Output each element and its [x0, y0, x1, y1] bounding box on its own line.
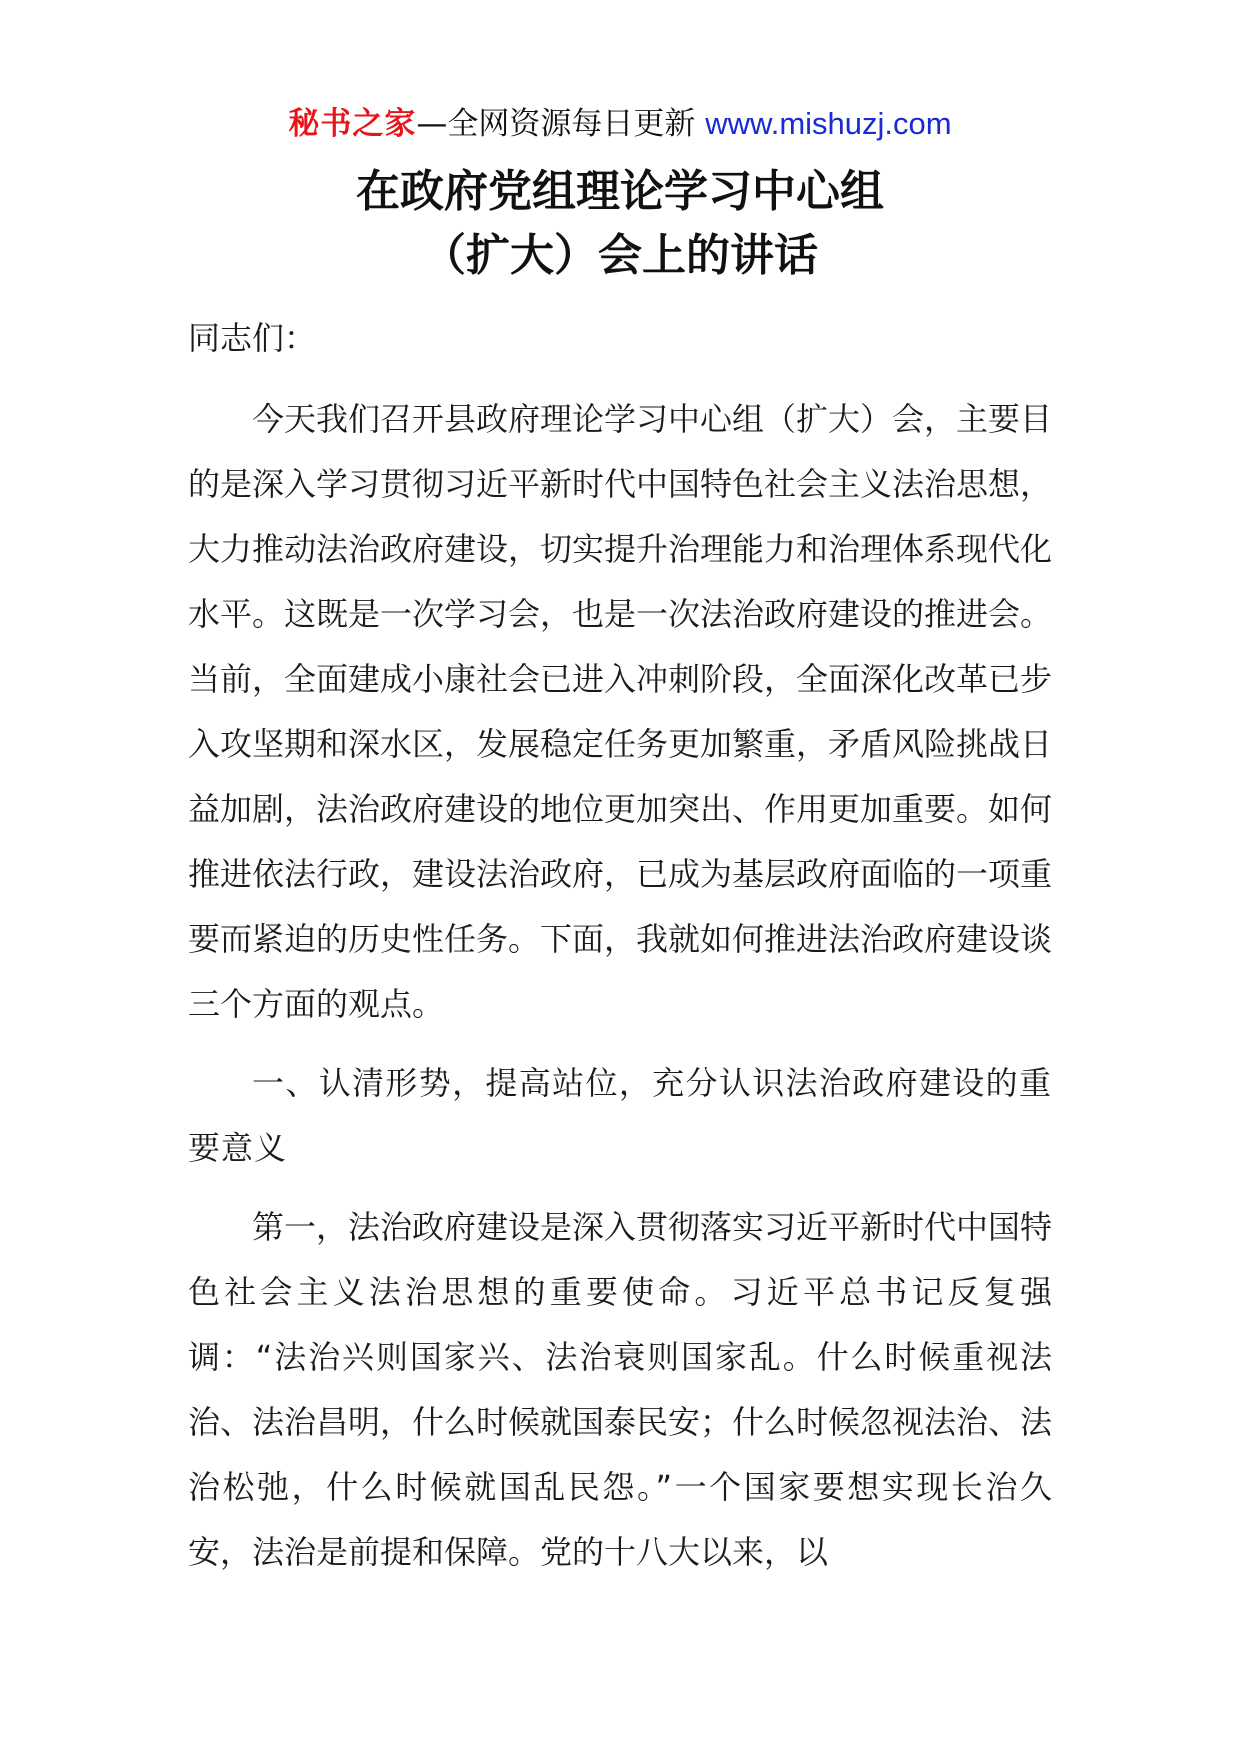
paragraph-intro: 今天我们召开县政府理论学习中心组（扩大）会，主要目的是深入学习贯彻习近平新时代中国特色社会主义法治思想，大力推动法治政府建设，切实提升治理能力和治理体系现代化水平。这既是一次学习会，也是一次法治政府建设的推进会。当前，全面建成小康社会已进入冲刺阶段，全面深化改革已步入攻坚期和深水区，发展稳定任务更加繁重，矛盾风险挑战日益加剧，法治政府建设的地位更加突出、作用更加重要。如何推进依法行政，建设法治政府，已成为基层政府面临的一项重要而紧迫的历史性任务。下面，我就如何推进法治政府建设谈三个方面的观点。 [188, 400, 1053, 1023]
site-url-link[interactable]: www.mishuzj.com [705, 106, 952, 141]
header-slogan: —全网资源每日更新 [416, 106, 706, 142]
section-heading-1: 一、认清形势，提高站位，充分认识法治政府建设的重要意义 [188, 1064, 1052, 1167]
document-title [0, 160, 1240, 288]
site-header [0, 100, 1240, 148]
title-line-2: （扩大）会上的讲话 [422, 230, 818, 281]
title-line-1: 在政府党组理论学习中心组 [356, 166, 884, 217]
paragraph-first-point: 第一，法治政府建设是深入贯彻落实习近平新时代中国特色社会主义法治思想的重要使命。习近平总书记反复强调：“法治兴则国家兴、法治衰则国家乱。什么时候重视法治、法治昌明，什么时候就国泰民安；什么时候忽视法治、法治松弛，什么时候就国乱民怨。”一个国家要想实现长治久安，法治是前提和保障。党的十八大以来，以 [188, 1208, 1053, 1571]
greeting: 同志们： [188, 319, 317, 357]
document-body [188, 306, 1052, 1585]
brand-name: 秘书之家 [288, 106, 417, 142]
